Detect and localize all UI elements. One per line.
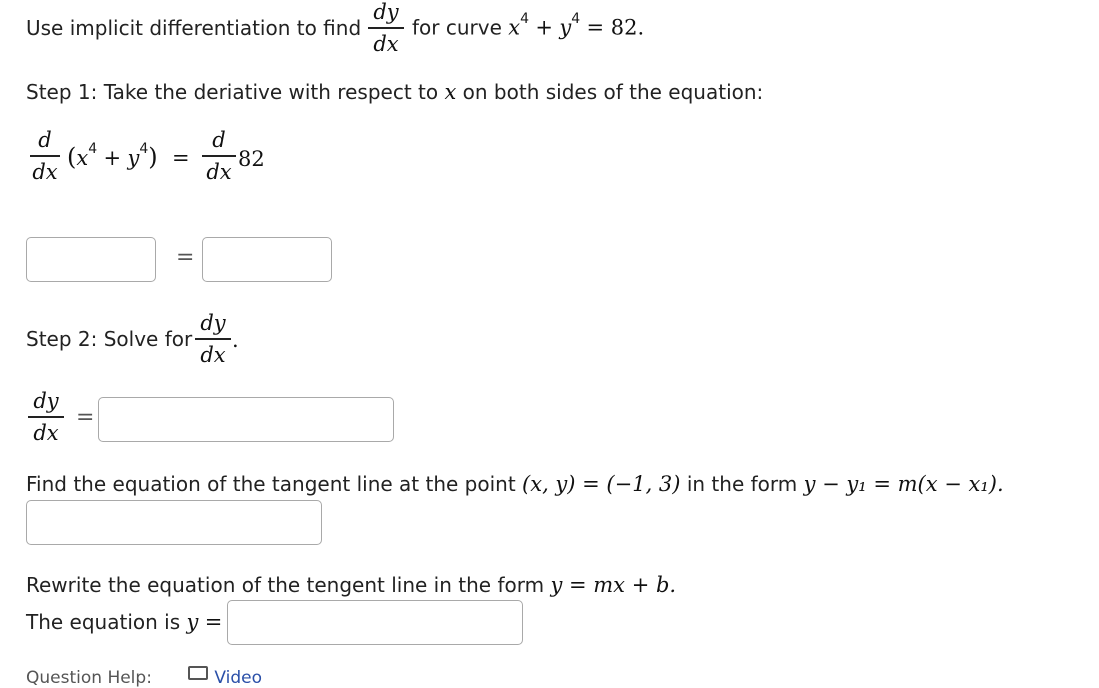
rewrite-equation-label [26, 610, 222, 634]
step2-answer-equals: = [76, 405, 95, 430]
question-help-bar [26, 664, 152, 688]
step1-right-derivative [202, 128, 236, 184]
video-label: Video [214, 668, 262, 688]
problem-intro: Use implicit differentiation to find [26, 16, 362, 40]
rewrite-eq-text: The equation is [26, 610, 181, 634]
step2-answer-dx: dx [33, 420, 59, 445]
rewrite-text: Rewrite the equation of the tengent line in the form [26, 573, 545, 597]
fraction-bar [368, 27, 404, 29]
curve-plus: + [535, 15, 553, 40]
step2-text: Step 2: Solve for [26, 327, 193, 351]
tangent-point: (x, y) = (−1, 3) [522, 472, 681, 496]
problem-dydx-fraction [368, 0, 404, 56]
tangent-line-input[interactable] [26, 500, 322, 545]
slope-intercept-input[interactable] [227, 600, 523, 645]
step1-x-exponent: 4 [88, 141, 98, 158]
problem-dy: dy [373, 0, 399, 24]
step1-y: y [127, 146, 140, 170]
step1-left-input[interactable] [26, 237, 156, 282]
problem-dx: dx [373, 31, 399, 56]
curve-x: x [508, 15, 521, 40]
step1-text2: on both sides of the equation: [462, 80, 764, 104]
tangent-text2: in the form [686, 472, 798, 496]
curve-y: y [559, 15, 572, 40]
curve-y-exponent: 4 [571, 11, 581, 27]
step2-answer-dydx [28, 389, 64, 445]
step2-dydx-fraction [195, 311, 231, 367]
video-link[interactable] [188, 664, 262, 688]
step1-left-dx: dx [32, 159, 58, 184]
step1-right-dx: dx [206, 159, 232, 184]
fraction-bar [28, 416, 64, 418]
curve-equals-value: = 82. [586, 15, 645, 40]
fraction-bar [202, 155, 236, 157]
step2-dy: dy [200, 311, 226, 335]
step1-left-d: d [38, 128, 52, 152]
dydx-answer-input[interactable] [98, 397, 394, 442]
step1-y-exponent: 4 [139, 141, 149, 158]
step1-text: Step 1: Take the deriative with respect to [26, 80, 439, 104]
step2-period: . [232, 328, 239, 352]
rewrite-equals: = [204, 610, 223, 634]
step2-dx: dx [200, 342, 226, 367]
step1-left-derivative [30, 128, 60, 184]
step1-plus: + [103, 146, 122, 170]
question-help-label: Question Help: [26, 668, 152, 688]
step2-answer-dy: dy [33, 389, 59, 413]
step1-expression [67, 143, 190, 171]
fraction-bar [30, 155, 60, 157]
step1-right-d: d [212, 128, 226, 152]
step1-equals: = [172, 146, 190, 170]
step1-inputs-equals: = [176, 245, 195, 270]
step1-rparen: ) [148, 143, 158, 171]
tangent-instruction [26, 472, 1004, 496]
video-icon [188, 666, 208, 680]
step1-lparen: ( [67, 143, 77, 171]
tangent-text: Find the equation of the tangent line at the point [26, 472, 516, 496]
step1-var: x [444, 80, 457, 104]
for-curve-label: for curve [412, 15, 502, 40]
rewrite-form: y = mx + b. [550, 573, 677, 597]
rewrite-y: y [186, 610, 199, 634]
rewrite-instruction [26, 573, 676, 597]
step1-right-input[interactable] [202, 237, 332, 282]
problem-curve [412, 11, 645, 40]
step1-x: x [76, 146, 89, 170]
step1-heading [26, 80, 763, 104]
tangent-form: y − y₁ = m(x − x₁). [803, 472, 1004, 496]
curve-x-exponent: 4 [520, 11, 530, 27]
fraction-bar [195, 338, 231, 340]
step1-constant: 82 [238, 147, 265, 171]
